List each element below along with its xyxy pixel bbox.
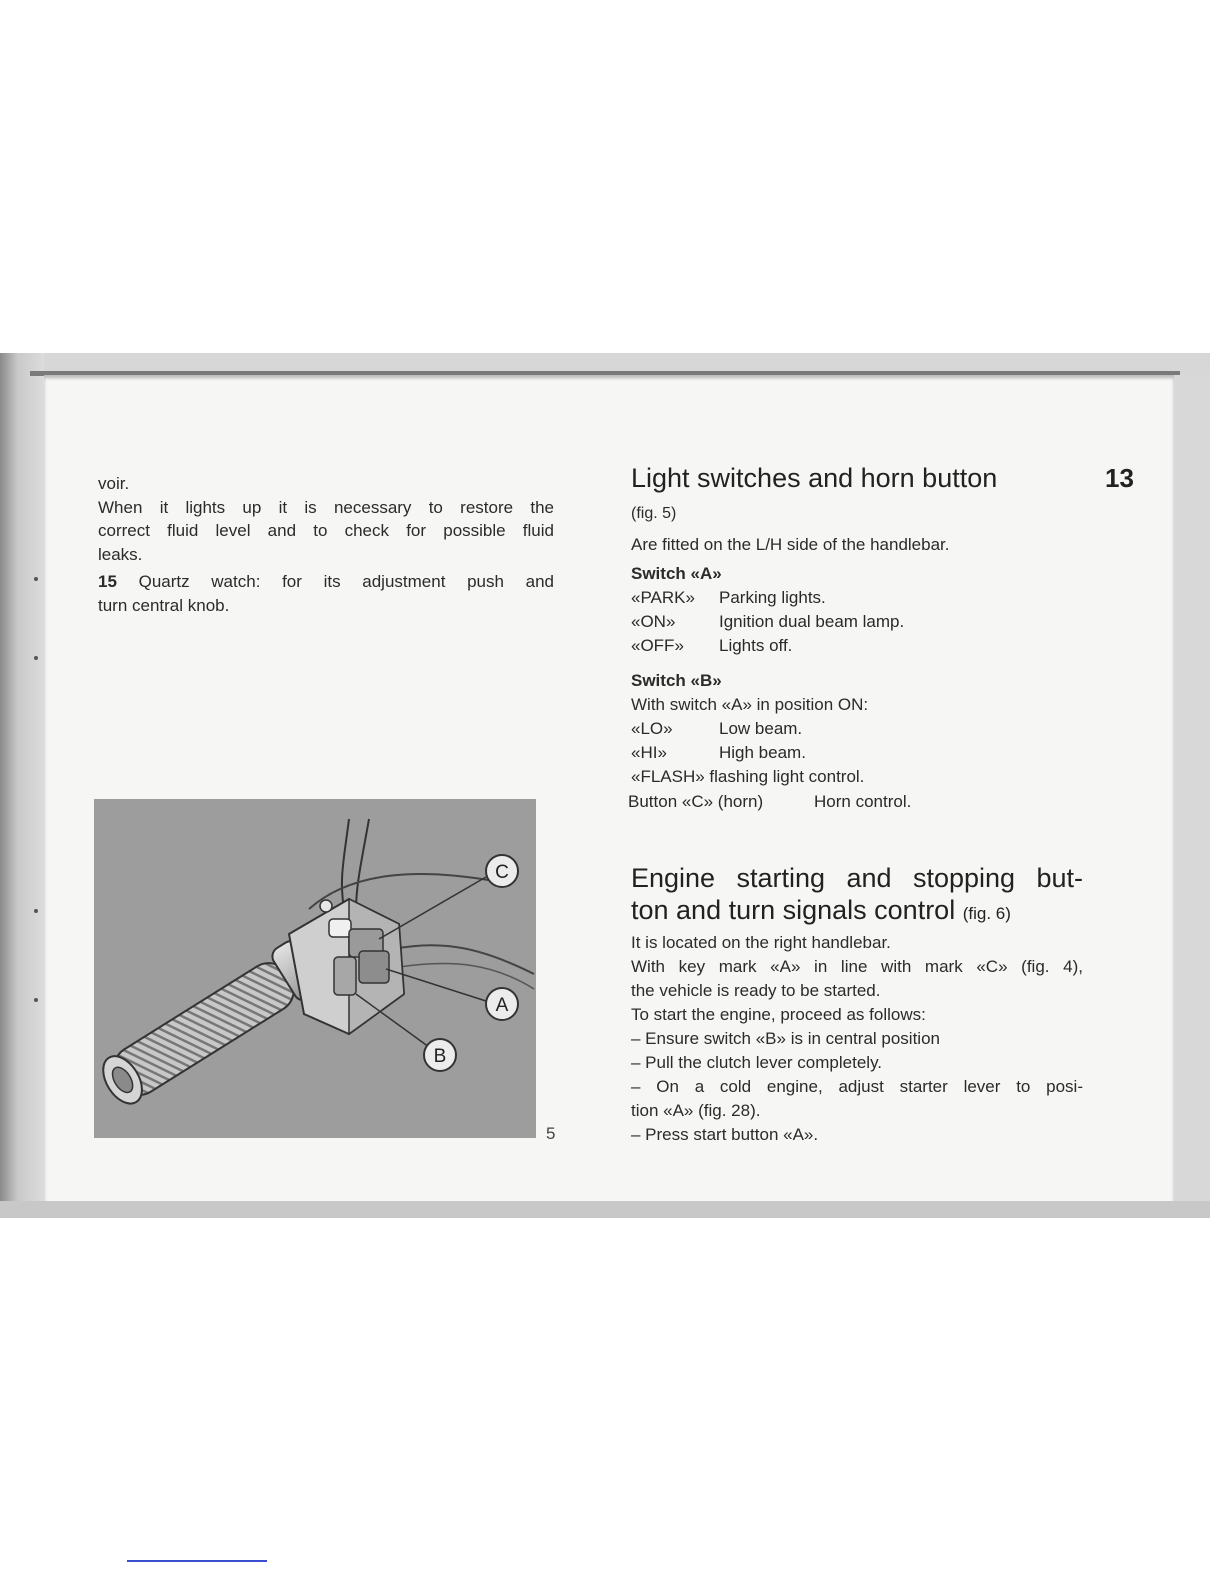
figure-number: 5 — [546, 1124, 556, 1143]
handlebar-switch-illustration — [94, 799, 536, 1138]
svg-text:C: C — [495, 862, 509, 883]
engine-step: – Ensure switch «B» is in central position — [631, 1029, 940, 1048]
switch-description: Low beam. — [719, 719, 803, 738]
quartz-watch-item — [98, 570, 554, 594]
switch-position: «PARK» — [631, 588, 695, 607]
page-number: 13 — [1105, 463, 1134, 493]
binding-dot — [34, 998, 38, 1002]
blue-underline-mark — [127, 1560, 267, 1562]
engine-step: – Pull the clutch lever completely. — [631, 1053, 883, 1072]
switch-a-row-park — [631, 586, 826, 610]
switch-description: Ignition dual beam lamp. — [719, 612, 905, 631]
page-right-edge — [1174, 375, 1210, 1205]
section-title-light-switches: Light switches and horn button — [631, 463, 998, 493]
continued-text: voir. — [98, 474, 130, 493]
switch-position: «OFF» — [631, 636, 684, 655]
switch-position: «LO» — [631, 719, 673, 738]
switch-description: Parking lights. — [719, 588, 826, 607]
callout-a — [486, 988, 518, 1020]
horn-button-label: Button «C» (horn) — [628, 792, 764, 811]
binding-dot — [34, 577, 38, 581]
engine-text-line: To start the engine, proceed as follows: — [631, 1005, 926, 1024]
warning-text-line: correct fluid level and to check for possible fluid — [98, 521, 554, 540]
engine-step: – On a cold engine, adjust starter lever to posi- — [631, 1077, 1083, 1096]
switch-position: «ON» — [631, 612, 676, 631]
binding-dot — [34, 656, 38, 660]
switch-b-heading: Switch «B» — [631, 671, 722, 690]
svg-text:B: B — [433, 1046, 447, 1067]
figure-reference: (fig. 6) — [962, 904, 1011, 923]
warning-text-line: leaks. — [98, 545, 143, 564]
quartz-watch-item-cont: turn central knob. — [98, 596, 230, 615]
section-title-engine-starting: Engine starting and stopping but- — [631, 863, 1083, 893]
switch-description: High beam. — [719, 743, 806, 762]
engine-text-line: It is located on the right handlebar. — [631, 933, 891, 952]
switch-description: Lights off. — [719, 636, 793, 655]
title-text: ton and turn signals control — [631, 895, 956, 925]
switch-a-heading: Switch «A» — [631, 564, 722, 583]
warning-text-line: When it lights up it is necessary to restore the — [98, 498, 554, 517]
item-text: Quartz watch: for its adjustment push and — [116, 572, 554, 591]
engine-step: – Press start button «A». — [631, 1125, 819, 1144]
svg-text:A: A — [495, 995, 509, 1016]
engine-step-cont: tion «A» (fig. 28). — [631, 1101, 761, 1120]
figure-handlebar-switch — [94, 799, 536, 1138]
switch-b-row-hi — [631, 741, 806, 765]
switch-a-row-off — [631, 634, 792, 658]
switch-position: «HI» — [631, 743, 667, 762]
engine-text-line: the vehicle is ready to be started. — [631, 981, 881, 1000]
figure-reference: (fig. 5) — [631, 505, 677, 522]
flash-control-line: «FLASH» flashing light control. — [631, 767, 865, 786]
binding-shadow — [0, 353, 44, 1218]
horn-button-description: Horn control. — [814, 792, 912, 811]
binding-dot — [34, 909, 38, 913]
switch-a-row-on — [631, 610, 904, 634]
callout-b — [424, 1039, 456, 1071]
switch-b-row-lo — [631, 717, 802, 741]
intro-text: Are fitted on the L/H side of the handlebar. — [631, 535, 950, 554]
page-bottom-edge — [0, 1201, 1210, 1218]
section-title-engine-starting-cont — [631, 894, 1011, 930]
callout-c — [486, 855, 518, 887]
engine-text-line: With key mark «A» in line with mark «C» (fig. 4), — [631, 957, 1083, 976]
horn-button-row — [628, 790, 911, 814]
item-number: 15 — [98, 572, 117, 591]
switch-b-intro: With switch «A» in position ON: — [631, 695, 869, 714]
